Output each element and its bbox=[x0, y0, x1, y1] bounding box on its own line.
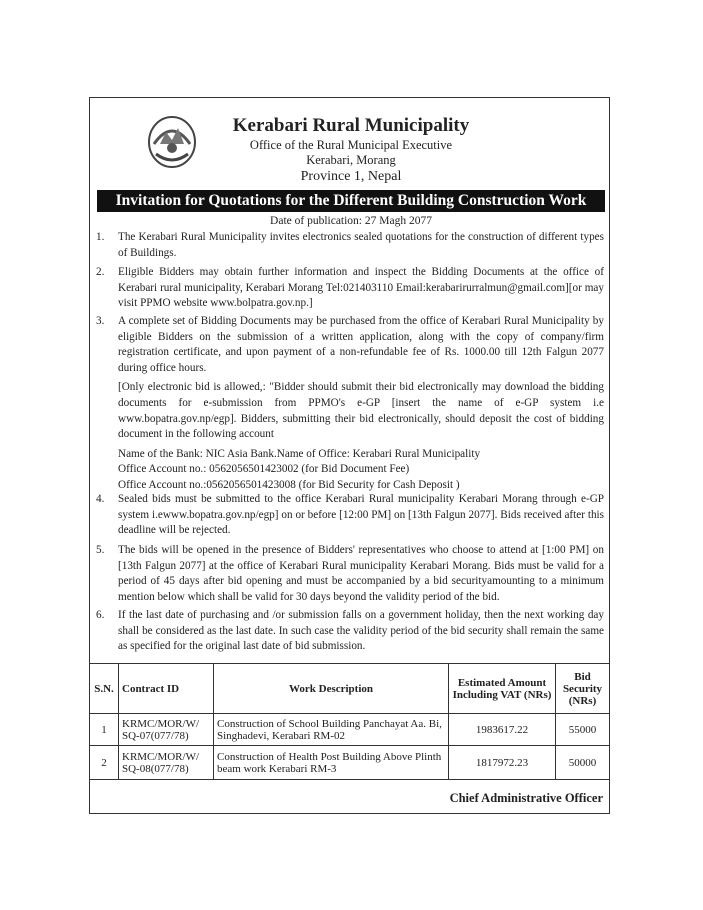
list-item bbox=[96, 230, 604, 261]
item-number: 3. bbox=[96, 315, 105, 327]
item-number: 4. bbox=[96, 493, 105, 505]
col-sn: S.N. bbox=[90, 664, 119, 714]
account-security: Office Account no.:0562056501423008 (for Bid Security for Cash Deposit ) bbox=[118, 478, 460, 491]
office-location: Kerabari, Morang bbox=[306, 153, 396, 167]
table-row bbox=[90, 746, 610, 780]
col-work-description: Work Description bbox=[214, 664, 449, 714]
office-name: Office of the Rural Municipal Executive bbox=[249, 138, 453, 152]
cell-contract-id: KRMC/MOR/W/ SQ-07(077/78) bbox=[119, 714, 214, 746]
cell-amount: 1817972.23 bbox=[449, 746, 556, 780]
item-text: Sealed bids must be submitted to the office Kerabari Rural municipality Kerabari Morang through e-GP system i.ewww.bopatra.gov.np/egp] on or before [12:00 PM] on [13th Falgun 2077]. Bids received after this deadline will be rejected. bbox=[118, 493, 604, 537]
province: Province 1, Nepal bbox=[300, 169, 402, 184]
signatory: Chief Administrative Officer bbox=[449, 791, 603, 805]
item-number: 1. bbox=[96, 231, 105, 243]
item-number: 2. bbox=[96, 266, 105, 278]
list-item bbox=[96, 492, 604, 539]
cell-description: Construction of Health Post Building Above Plinth beam work Kerabari RM-3 bbox=[214, 746, 449, 780]
cell-contract-id: KRMC/MOR/W/ SQ-08(077/78) bbox=[119, 746, 214, 780]
item-text: The Kerabari Rural Municipality invites electronics sealed quotations for the construction of different types of Buildings. bbox=[118, 231, 604, 259]
cell-sn: 1 bbox=[90, 714, 119, 746]
table-row bbox=[90, 714, 610, 746]
cell-amount: 1983617.22 bbox=[449, 714, 556, 746]
col-bid-security: Bid Security (NRs) bbox=[556, 664, 610, 714]
notice-banner: Invitation for Quotations for the Different Building Construction Work bbox=[97, 190, 605, 212]
bank-name: Name of the Bank: NIC Asia Bank.Name of Office: Kerabari Rural Municipality bbox=[118, 447, 481, 460]
item-text: If the last date of purchasing and /or submission falls on a government holiday, then the next working day shall be considered as the last date. In such case the validity period of the bid security shall remain the same as specified for the original last date of bid submission. bbox=[118, 609, 604, 653]
item-text: Eligible Bidders may obtain further information and inspect the Bidding Documents at the office of Kerabari rural municipality, Kerabari Morang Tel:021403110 Email:kerabarirurralmun@gmail.com][or may visit PPMO website www.bolpatra.gov.np.] bbox=[118, 266, 604, 310]
cell-security: 55000 bbox=[556, 714, 610, 746]
cell-sn: 2 bbox=[90, 746, 119, 780]
item-number: 5. bbox=[96, 544, 105, 556]
col-estimated-amount: Estimated Amount Including VAT (NRs) bbox=[449, 664, 556, 714]
publication-date: Date of publication: 27 Magh 2077 bbox=[270, 215, 432, 227]
nepal-emblem-icon bbox=[146, 114, 198, 170]
list-item bbox=[96, 543, 604, 605]
item-number: 6. bbox=[96, 609, 105, 621]
item-text: A complete set of Bidding Documents may be purchased from the office of Kerabari Rural Municipality by eligible Bidders on the submission of a written application, along with the copy of company/firm registration certificate, and upon payment of a non-refundable fee of Rs. 1000.00 till 12th Falgun 2077 during office hours. bbox=[118, 315, 604, 374]
list-item bbox=[96, 314, 604, 494]
list-item bbox=[96, 608, 604, 655]
list-item bbox=[96, 265, 604, 312]
org-name: Kerabari Rural Municipality bbox=[232, 115, 470, 136]
contract-table bbox=[89, 663, 610, 780]
cell-security: 50000 bbox=[556, 746, 610, 780]
account-fee: Office Account no.: 0562056501423002 (for Bid Document Fee) bbox=[118, 463, 410, 476]
cell-description: Construction of School Building Panchayat Aa. Bi, Singhadevi, Kerabari RM-02 bbox=[214, 714, 449, 746]
item-text: The bids will be opened in the presence of Bidders' representatives who choose to attend at [1:00 PM] on [13th Falgun 2077] at the office of Kerabari Rural municipality Kerabari Morang. Bids must be valid for a period of 45 days after bid opening and must be accompanied by a bid securityamounting to a minimum mention below which shall be valid for 30 days beyond the validity period of the bid. bbox=[118, 544, 604, 603]
col-contract-id: Contract ID bbox=[119, 664, 214, 714]
item-text: [Only electronic bid is allowed,: "Bidder should submit their bid electronically may download the bidding documents for e-submission from PPMO's e-GP [insert the name of e-GP system i.e www.bopatra.gov.np/egp]. Bidders, submitting their bid electronically, should deposit the cost of bidding document in the following account bbox=[118, 381, 604, 441]
